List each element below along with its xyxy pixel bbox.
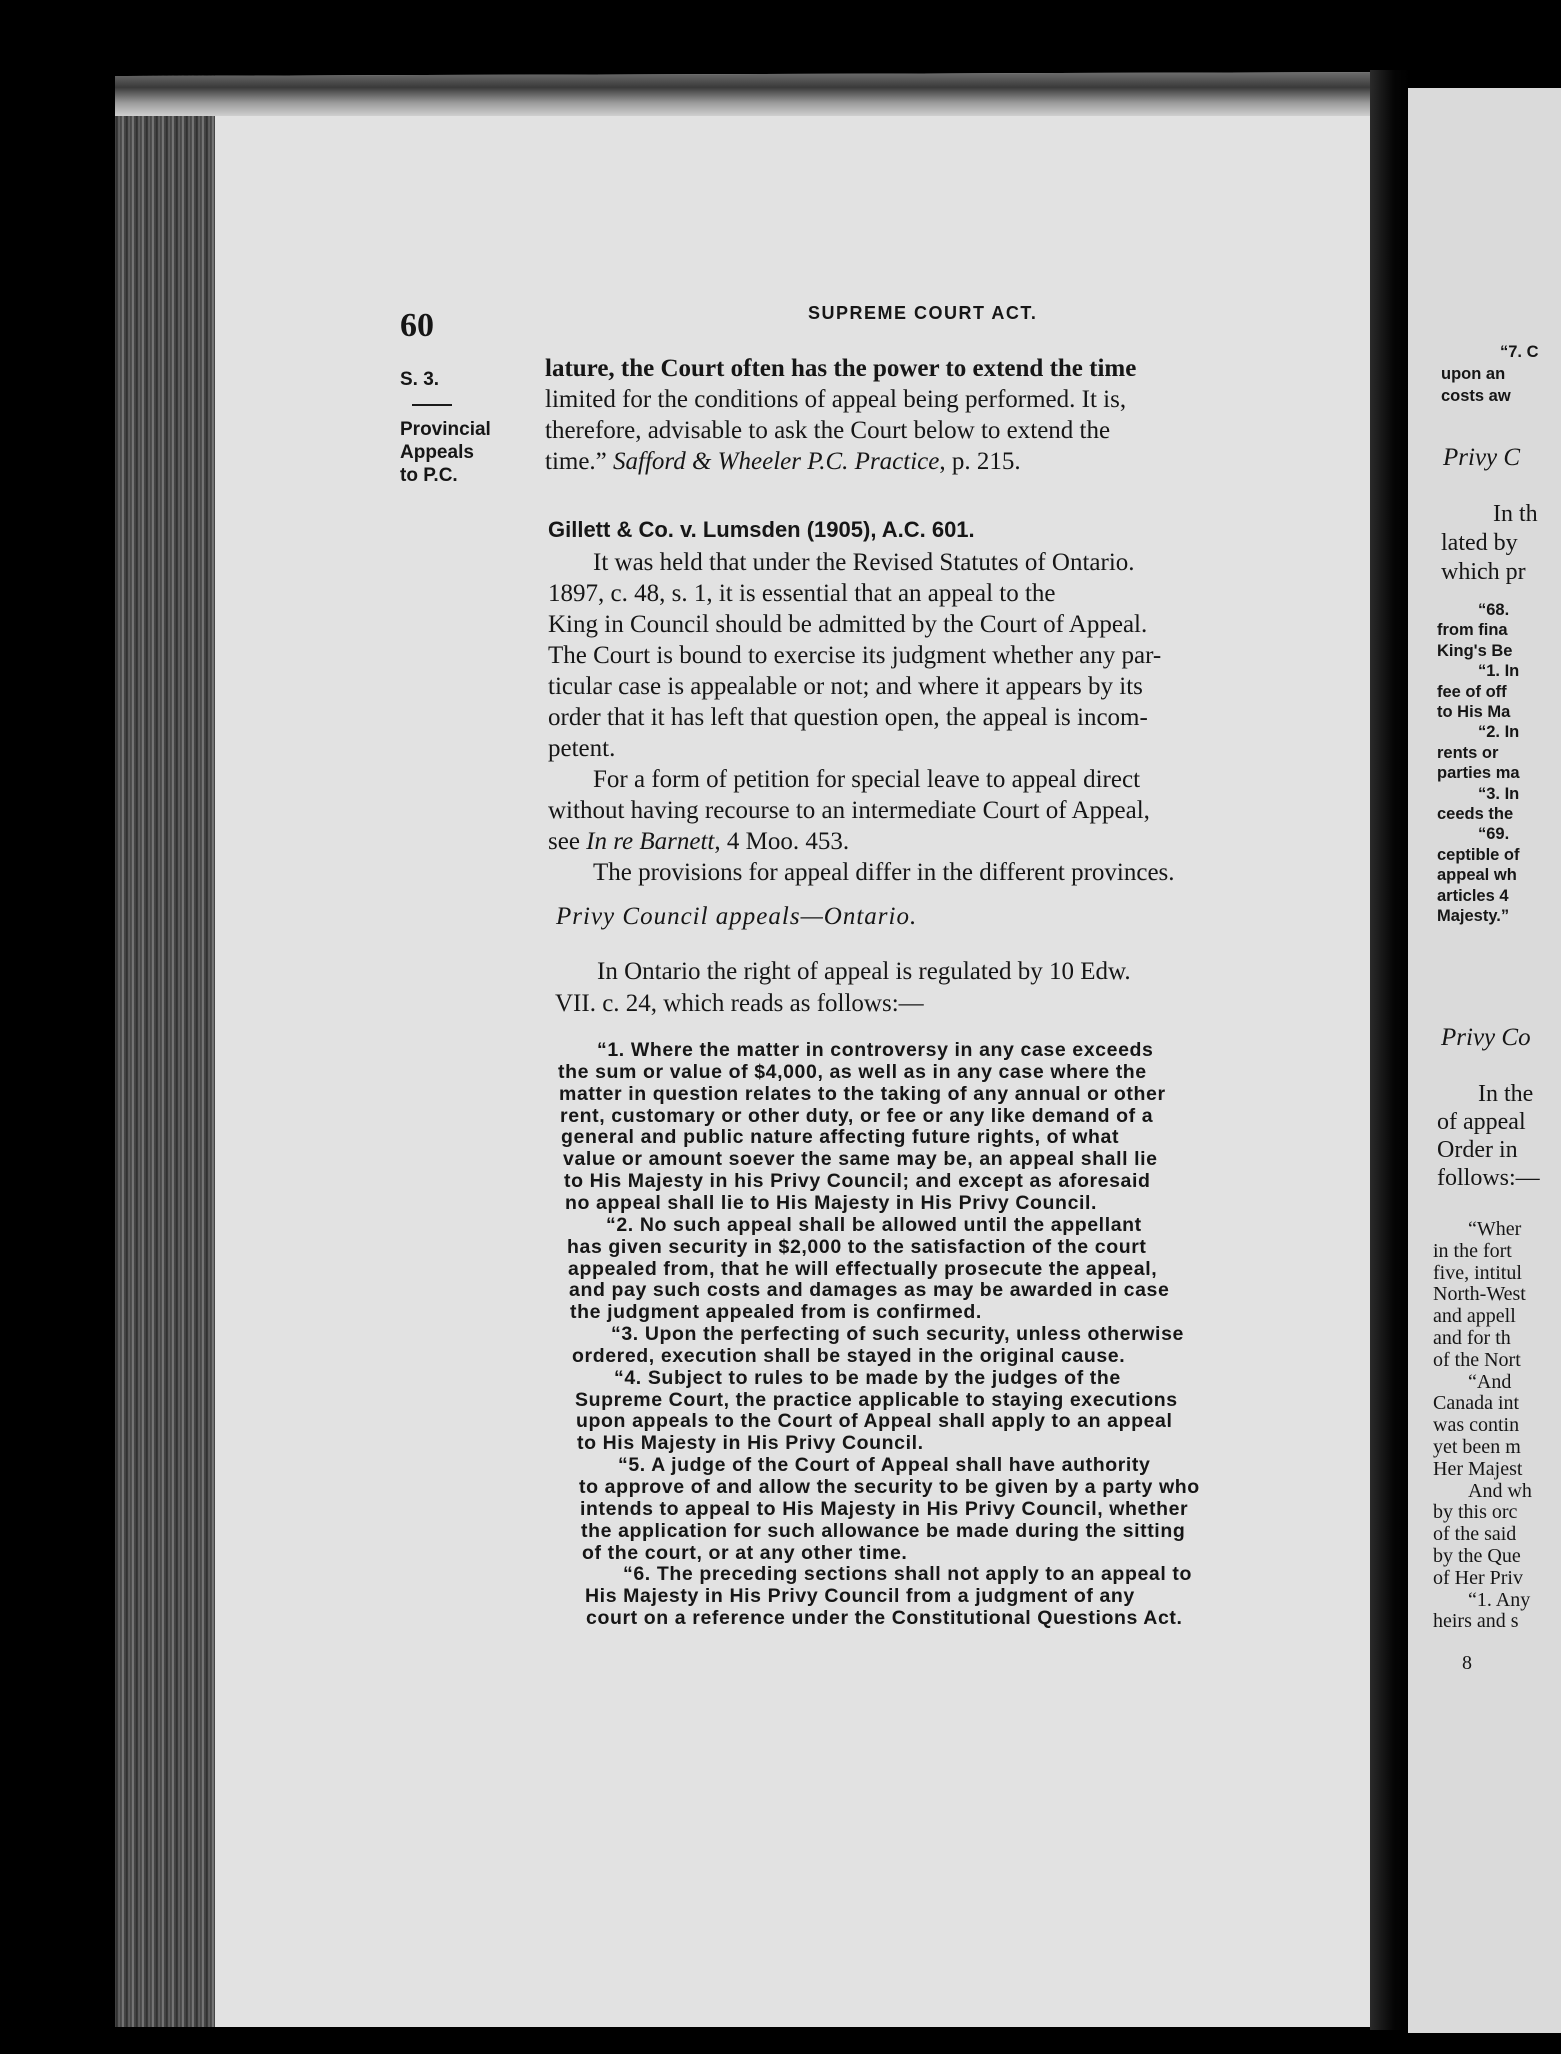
para2-line-5: ticular case is appealable or not; and where it appears by its (548, 673, 1143, 700)
statute-line-9: “2. No such appeal shall be allowed until the appellant (606, 1213, 1142, 1236)
margin-topic-3: to P.C. (400, 465, 458, 486)
r-small2-12: Her Majest (1433, 1457, 1523, 1480)
r-small2-11: yet been m (1433, 1436, 1521, 1458)
r-small2-14: by this orc (1433, 1501, 1518, 1524)
r-heading-1: Privy C (1443, 444, 1521, 471)
r-small-4: “1. In (1478, 662, 1520, 681)
r-small2-8: “And (1468, 1370, 1512, 1393)
para2-line-1: It was held that under the Revised Statutes of Ontario. (593, 549, 1135, 576)
para1-line-1: lature, the Court often has the power to extend the time (545, 355, 1137, 382)
case-title: Gillett & Co. v. Lumsden (1905), A.C. 601. (548, 517, 975, 542)
para3-line-1: In Ontario the right of appeal is regulated by 10 Edw. (597, 958, 1131, 985)
signature-mark: 8 (1462, 1652, 1472, 1674)
r-para1-3: which pr (1441, 559, 1526, 585)
statute-line-14: “3. Upon the perfecting of such security, unless otherwise (611, 1323, 1184, 1346)
statute-line-18: upon appeals to the Court of Appeal shall apply to an appeal (576, 1410, 1173, 1433)
r-small-6: to His Ma (1437, 703, 1511, 721)
r-small-13: ceptible of (1437, 845, 1520, 864)
r-small2-10: was contin (1433, 1414, 1520, 1437)
statute-line-27: court on a reference under the Constitutional Questions Act. (586, 1607, 1183, 1630)
page-number: 60 (400, 307, 434, 344)
r-small-8: rents or (1437, 743, 1499, 762)
r-small2-13: And wh (1468, 1479, 1532, 1502)
r-small2-16: by the Que (1433, 1545, 1521, 1567)
r-heading-2: Privy Co (1441, 1024, 1531, 1051)
statute-line-6: value or amount soever the same may be, an appeal shall lie (563, 1148, 1158, 1171)
r-para2-4: follows:— (1437, 1165, 1540, 1191)
statute-line-25: “6. The preceding sections shall not apply to an appeal to (623, 1563, 1192, 1586)
para1-line-4: time.” Safford & Wheeler P.C. Practice, p. 215. (545, 448, 1021, 475)
r-small2-19: heirs and s (1433, 1610, 1519, 1633)
para2-line-2: 1897, c. 48, s. 1, it is essential that an appeal to the (548, 580, 1056, 607)
r-top-3: costs aw (1441, 387, 1511, 405)
r-small2-18: “1. Any (1468, 1588, 1531, 1611)
book-gutter (1370, 70, 1410, 2030)
r-para1-2: lated by (1441, 530, 1518, 556)
para2-line-8: For a form of petition for special leave to appeal direct (593, 766, 1141, 793)
r-para2-2: of appeal (1437, 1109, 1526, 1135)
statute-line-22: intends to appeal to His Majesty in His Privy Council, whether (580, 1497, 1189, 1520)
r-small-10: “3. In (1478, 784, 1520, 803)
r-small2-7: of the Nort (1433, 1348, 1521, 1371)
r-small2-15: of the said (1433, 1523, 1517, 1546)
r-small-1: “68. (1478, 601, 1510, 619)
r-top-1: “7. C (1500, 343, 1539, 361)
statute-line-11: appealed from, that he will effectually prosecute the appeal, (568, 1257, 1158, 1280)
statute-line-10: has given security in $2,000 to the satisfaction of the court (567, 1235, 1147, 1258)
r-small2-5: and appell (1433, 1305, 1516, 1328)
statute-line-16: “4. Subject to rules to be made by the judges of the (614, 1366, 1121, 1389)
r-small-9: parties ma (1437, 764, 1520, 783)
statute-line-2: the sum or value of $4,000, as well as in any case where the (558, 1060, 1147, 1083)
r-small-12: “69. (1478, 825, 1510, 844)
r-small-2: from fina (1437, 621, 1508, 640)
r-small2-6: and for th (1433, 1327, 1511, 1349)
para2-line-11: The provisions for appeal differ in the different provinces. (593, 859, 1175, 886)
r-small2-17: of Her Priv (1433, 1566, 1523, 1589)
section-heading: Privy Council appeals—Ontario. (556, 903, 918, 930)
r-para2-1: In the (1478, 1081, 1534, 1107)
r-para2-3: Order in (1437, 1137, 1518, 1163)
r-small-7: “2. In (1478, 723, 1520, 742)
r-small-15: articles 4 (1437, 886, 1509, 905)
running-head: SUPREME COURT ACT. (808, 303, 1038, 323)
statute-line-13: the judgment appealed from is confirmed. (570, 1301, 982, 1324)
r-small2-3: five, intitul (1433, 1261, 1522, 1284)
statute-line-26: His Majesty in His Privy Council from a judgment of any (585, 1585, 1135, 1608)
para2-line-9: without having recourse to an intermediate Court of Appeal, (548, 797, 1150, 824)
page-edges (115, 72, 215, 2027)
statute-line-8: no appeal shall lie to His Majesty in His Privy Council. (565, 1191, 1098, 1214)
statute-line-7: to His Majesty in his Privy Council; and except as aforesaid (564, 1170, 1151, 1193)
para2-line-3: King in Council should be admitted by the Court of Appeal. (548, 611, 1148, 638)
statute-line-23: the application for such allowance be made during the sitting (581, 1519, 1186, 1542)
r-para1-1: In th (1493, 501, 1538, 527)
statute-line-12: and pay such costs and damages as may be awarded in case (569, 1279, 1170, 1302)
statute-line-15: ordered, execution shall be stayed in the original cause. (572, 1344, 1126, 1367)
r-small-14: appeal wh (1437, 866, 1517, 885)
statute-line-20: “5. A judge of the Court of Appeal shall have authority (618, 1454, 1151, 1477)
r-small2-4: North-West (1433, 1283, 1526, 1306)
para2-line-4: The Court is bound to exercise its judgment whether any par- (548, 642, 1162, 669)
statute-line-17: Supreme Court, the practice applicable to staying executions (575, 1388, 1178, 1411)
para2-line-7: petent. (548, 735, 616, 762)
r-top-2: upon an (1441, 365, 1506, 383)
statute-line-3: matter in question relates to the taking of any annual or other (559, 1082, 1166, 1105)
statute-line-1: “1. Where the matter in controversy in any case exceeds (597, 1039, 1154, 1061)
para3-line-2: VII. c. 24, which reads as follows:— (555, 990, 924, 1017)
statute-line-4: rent, customary or other duty, or fee or any like demand of a (560, 1104, 1154, 1127)
para1-line-2: limited for the conditions of appeal being performed. It is, (545, 386, 1127, 413)
r-small-16: Majesty.” (1437, 907, 1510, 925)
r-small-3: King's Be (1437, 641, 1513, 660)
statute-line-21: to approve of and allow the security to be given by a party who (579, 1476, 1200, 1498)
page-edge-top (115, 72, 1390, 116)
margin-topic-1: Provincial (400, 419, 491, 440)
statute-line-19: to His Majesty in His Privy Council. (577, 1432, 924, 1455)
r-small2-2: in the fort (1433, 1239, 1512, 1262)
margin-section: S. 3. (400, 369, 440, 390)
statute-line-24: of the court, or at any other time. (582, 1541, 908, 1564)
para2-line-10: see In re Barnett, 4 Moo. 453. (548, 828, 850, 855)
r-small-11: ceeds the (1437, 805, 1514, 823)
para2-line-6: order that it has left that question open, the appeal is incom- (548, 704, 1148, 731)
r-small2-1: “Wher (1468, 1218, 1522, 1240)
margin-rule (412, 404, 452, 406)
margin-topic-2: Appeals (400, 442, 474, 463)
statute-line-5: general and public nature affecting future rights, of what (561, 1126, 1120, 1149)
r-small-5: fee of off (1437, 682, 1507, 701)
para1-line-3: therefore, advisable to ask the Court below to extend the (545, 417, 1111, 444)
r-small2-9: Canada int (1433, 1392, 1520, 1415)
